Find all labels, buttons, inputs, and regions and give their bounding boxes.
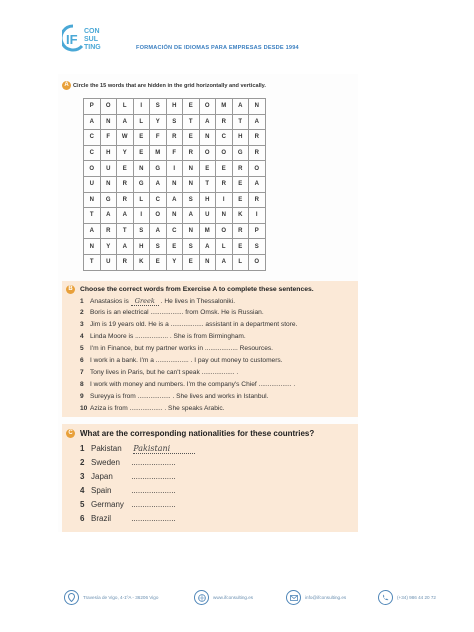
grid-cell[interactable]: E — [183, 130, 200, 146]
sentence-2 — [80, 309, 264, 316]
grid-cell[interactable]: O — [100, 99, 117, 115]
nationality-answer-field[interactable] — [133, 444, 195, 454]
footer — [64, 590, 464, 610]
sentence-7 — [80, 369, 238, 376]
grid-row — [84, 145, 266, 161]
grid-cell[interactable]: A — [166, 192, 183, 208]
grid-cell[interactable]: E — [199, 161, 216, 177]
grid-cell[interactable]: R — [249, 130, 266, 146]
grid-cell[interactable]: P — [84, 99, 101, 115]
sentence-text: I work in a bank. I'm a .................. . I pay out money to customers. — [90, 357, 283, 364]
grid-cell[interactable]: L — [216, 239, 233, 255]
grid-cell[interactable]: E — [216, 161, 233, 177]
address-text: Travesía de Vigo, 4-1ºA - 36206 Vigo — [83, 595, 159, 600]
grid-cell[interactable]: N — [133, 161, 150, 177]
grid-row — [84, 223, 266, 239]
grid-cell[interactable]: A — [84, 223, 101, 239]
grid-cell[interactable]: T — [232, 114, 249, 130]
grid-cell[interactable]: G — [150, 161, 167, 177]
grid-cell[interactable]: O — [249, 161, 266, 177]
grid-cell[interactable]: M — [199, 223, 216, 239]
grid-cell[interactable]: C — [84, 145, 101, 161]
exercise-b-badge: B — [66, 285, 75, 294]
grid-cell[interactable]: N — [216, 208, 233, 224]
nationality-item-2 — [80, 458, 176, 467]
grid-cell[interactable]: I — [249, 208, 266, 224]
grid-cell[interactable]: A — [249, 114, 266, 130]
grid-row — [84, 114, 266, 130]
grid-cell[interactable]: K — [232, 208, 249, 224]
sentence-3 — [80, 321, 297, 328]
grid-cell[interactable]: I — [133, 99, 150, 115]
grid-cell[interactable]: N — [249, 99, 266, 115]
grid-cell[interactable]: H — [199, 192, 216, 208]
grid-cell[interactable]: U — [100, 254, 117, 270]
grid-cell[interactable]: U — [100, 161, 117, 177]
nationality-answer-field[interactable]: .................... — [131, 486, 176, 495]
nationality-item-5 — [80, 500, 176, 509]
sentence-number: 3 — [80, 321, 84, 328]
sentence-number: 8 — [80, 381, 84, 388]
item-number: 6 — [80, 514, 85, 523]
exercise-c-title: What are the corresponding nationalities for these countries? — [80, 429, 315, 438]
grid-cell[interactable]: I — [216, 192, 233, 208]
item-number: 4 — [80, 486, 85, 495]
grid-cell[interactable]: O — [150, 208, 167, 224]
grid-cell[interactable]: T — [199, 176, 216, 192]
sentence-number: 4 — [80, 333, 84, 340]
sentence-8 — [80, 381, 295, 388]
country-label: Germany — [91, 500, 124, 509]
nationality-item-6 — [80, 514, 176, 523]
grid-cell[interactable]: F — [100, 130, 117, 146]
country-label: Brazil — [91, 514, 112, 523]
grid-cell[interactable]: M — [150, 145, 167, 161]
grid-cell[interactable]: A — [84, 114, 101, 130]
grid-cell[interactable]: R — [183, 145, 200, 161]
grid-cell[interactable]: Y — [166, 254, 183, 270]
grid-cell[interactable]: A — [232, 99, 249, 115]
grid-cell[interactable]: U — [84, 176, 101, 192]
sentence-number: 1 — [80, 298, 84, 305]
country-label: Sweden — [91, 458, 120, 467]
sentence-number: 10 — [80, 405, 88, 412]
grid-cell[interactable]: R — [117, 254, 134, 270]
nationality-answer-field[interactable]: .................... — [131, 458, 176, 467]
nationality-answer-field[interactable]: .................... — [131, 500, 176, 509]
item-number: 5 — [80, 500, 85, 509]
grid-cell[interactable]: N — [166, 176, 183, 192]
footer-phone — [378, 590, 436, 605]
grid-cell[interactable]: A — [249, 176, 266, 192]
grid-row — [84, 99, 266, 115]
logo-word-2: SUL — [84, 36, 98, 43]
grid-cell[interactable]: Y — [150, 114, 167, 130]
grid-cell[interactable]: P — [249, 223, 266, 239]
phone-number: (+34) 986 44 20 72 — [397, 595, 436, 600]
grid-cell[interactable]: G — [133, 176, 150, 192]
grid-cell[interactable]: L — [133, 192, 150, 208]
grid-cell[interactable]: H — [232, 130, 249, 146]
sentence-text: Boris is an electrical .................. from Omsk. He is Russian. — [90, 309, 264, 316]
grid-cell[interactable]: L — [232, 254, 249, 270]
grid-cell[interactable]: S — [133, 223, 150, 239]
sentence-text: Aziza is from .................. . She speaks Arabic. — [90, 405, 225, 412]
sentence-5 — [80, 345, 273, 352]
grid-cell[interactable]: R — [100, 223, 117, 239]
grid-cell[interactable]: O — [199, 99, 216, 115]
globe-icon — [194, 590, 209, 605]
item-number: 1 — [80, 444, 85, 453]
grid-cell[interactable]: N — [100, 176, 117, 192]
grid-cell[interactable]: H — [166, 99, 183, 115]
grid-cell[interactable]: I — [133, 208, 150, 224]
grid-cell[interactable]: N — [183, 176, 200, 192]
grid-cell[interactable]: H — [133, 239, 150, 255]
grid-cell[interactable]: C — [150, 192, 167, 208]
grid-cell[interactable]: A — [117, 114, 134, 130]
footer-address — [64, 590, 158, 605]
sentence-text: I work with money and numbers. I'm the company's Chief .................. . — [90, 381, 296, 388]
sentence-number: 2 — [80, 309, 84, 316]
grid-cell[interactable]: N — [100, 114, 117, 130]
grid-row — [84, 239, 266, 255]
handwritten-answer: Greek — [134, 297, 155, 305]
grid-cell[interactable]: A — [100, 208, 117, 224]
svg-text:IF: IF — [66, 32, 78, 47]
grid-cell[interactable]: N — [199, 254, 216, 270]
grid-cell[interactable]: E — [232, 192, 249, 208]
country-label: Spain — [91, 486, 112, 495]
grid-cell[interactable]: R — [117, 192, 134, 208]
grid-cell[interactable]: C — [216, 130, 233, 146]
grid-cell[interactable]: I — [166, 161, 183, 177]
word-search-grid — [83, 98, 266, 271]
grid-cell[interactable]: S — [150, 239, 167, 255]
email-link[interactable]: info@ifconsulting.es — [305, 595, 347, 600]
grid-cell[interactable]: A — [216, 254, 233, 270]
grid-cell[interactable]: S — [150, 99, 167, 115]
email-icon — [286, 590, 301, 605]
grid-cell[interactable]: E — [133, 130, 150, 146]
phone-icon — [378, 590, 393, 605]
grid-cell[interactable]: C — [84, 130, 101, 146]
exercise-c-badge: C — [66, 429, 75, 438]
grid-cell[interactable]: E — [183, 254, 200, 270]
footer-email — [286, 590, 346, 605]
grid-cell[interactable]: A — [183, 208, 200, 224]
if-logo-icon — [62, 24, 84, 52]
grid-row — [84, 130, 266, 146]
grid-cell[interactable]: G — [232, 145, 249, 161]
country-label: Japan — [91, 472, 113, 481]
grid-cell[interactable]: N — [183, 161, 200, 177]
grid-cell[interactable]: N — [166, 208, 183, 224]
grid-cell[interactable]: O — [216, 223, 233, 239]
handwritten-answer: Pakistani — [133, 444, 171, 453]
grid-row — [84, 176, 266, 192]
sentence-text: Sureyya is from .................. . She lives and works in Istanbul. — [90, 393, 269, 400]
sentence-6 — [80, 357, 283, 364]
grid-cell[interactable]: R — [249, 192, 266, 208]
grid-cell[interactable]: N — [84, 192, 101, 208]
grid-cell[interactable]: Y — [100, 239, 117, 255]
grid-cell[interactable]: F — [166, 145, 183, 161]
grid-cell[interactable]: A — [199, 114, 216, 130]
grid-cell[interactable]: C — [166, 223, 183, 239]
grid-cell[interactable]: N — [183, 223, 200, 239]
grid-cell[interactable]: S — [183, 192, 200, 208]
grid-cell[interactable]: R — [232, 161, 249, 177]
grid-cell[interactable]: U — [199, 208, 216, 224]
grid-cell[interactable]: A — [117, 208, 134, 224]
exercise-a-badge: A — [62, 81, 71, 90]
grid-cell[interactable]: R — [166, 130, 183, 146]
grid-cell[interactable]: R — [216, 176, 233, 192]
grid-cell[interactable]: L — [117, 99, 134, 115]
grid-cell[interactable]: A — [199, 239, 216, 255]
grid-cell[interactable]: T — [183, 114, 200, 130]
grid-cell[interactable]: M — [216, 99, 233, 115]
sentence-text: Tony lives in Paris, but he can't speak .................. . — [90, 369, 239, 376]
grid-cell[interactable]: E — [232, 239, 249, 255]
grid-cell[interactable]: R — [216, 114, 233, 130]
sentence-text: . He lives in Thessaloniki. — [158, 298, 236, 305]
grid-row — [84, 254, 266, 270]
grid-cell[interactable]: N — [84, 239, 101, 255]
item-number: 3 — [80, 472, 85, 481]
grid-cell[interactable]: T — [117, 223, 134, 239]
sentence-blank-filled[interactable] — [131, 298, 159, 306]
grid-cell[interactable]: R — [249, 145, 266, 161]
grid-cell[interactable]: G — [100, 192, 117, 208]
country-label: Pakistan — [91, 444, 122, 453]
sentence-4 — [80, 333, 246, 340]
grid-cell[interactable]: T — [84, 208, 101, 224]
website-link[interactable]: www.ifconsulting.es — [213, 595, 254, 600]
grid-cell[interactable]: S — [166, 114, 183, 130]
sentence-text: Jim is 19 years old. He is a .................. assistant in a department store. — [90, 321, 298, 328]
sentence-text: I'm in Finance, but my partner works in .................. Resources. — [90, 345, 274, 352]
grid-row — [84, 161, 266, 177]
item-number: 2 — [80, 458, 85, 467]
grid-cell[interactable]: S — [183, 239, 200, 255]
exercise-b-title: Choose the correct words from Exercise A to complete these sentences. — [80, 286, 314, 293]
grid-cell[interactable]: O — [216, 145, 233, 161]
nationality-item-1 — [80, 444, 195, 454]
nationality-answer-field[interactable]: .................... — [131, 472, 176, 481]
grid-cell[interactable]: W — [117, 130, 134, 146]
nationality-answer-field[interactable]: .................... — [131, 514, 176, 523]
grid-cell[interactable]: N — [199, 130, 216, 146]
grid-cell[interactable]: S — [249, 239, 266, 255]
grid-cell[interactable]: R — [232, 223, 249, 239]
grid-row — [84, 192, 266, 208]
nationality-item-4 — [80, 486, 176, 495]
sentence-text: Linda Moore is .................. . She is from Birmingham. — [90, 333, 246, 340]
grid-cell[interactable]: L — [133, 114, 150, 130]
grid-cell[interactable]: O — [84, 161, 101, 177]
grid-cell[interactable]: O — [199, 145, 216, 161]
sentence-text: Anastasios is — [90, 298, 131, 305]
nationality-item-3 — [80, 472, 176, 481]
grid-cell[interactable]: E — [166, 239, 183, 255]
grid-row — [84, 208, 266, 224]
sentence-number: 9 — [80, 393, 84, 400]
grid-cell[interactable]: E — [150, 254, 167, 270]
tagline: FORMACIÓN DE IDIOMAS PARA EMPRESAS DESDE 1994 — [136, 45, 299, 51]
location-icon — [64, 590, 79, 605]
sentence-number: 6 — [80, 357, 84, 364]
grid-cell[interactable]: O — [249, 254, 266, 270]
grid-cell[interactable]: F — [150, 130, 167, 146]
sentence-number: 7 — [80, 369, 84, 376]
grid-cell[interactable]: T — [84, 254, 101, 270]
grid-cell[interactable]: A — [150, 176, 167, 192]
exercise-a-title: Circle the 15 words that are hidden in the grid horizontally and vertically. — [73, 83, 266, 89]
grid-cell[interactable]: K — [133, 254, 150, 270]
grid-cell[interactable]: R — [117, 176, 134, 192]
footer-web — [194, 590, 253, 605]
logo-word-3: TING — [84, 44, 101, 51]
grid-cell[interactable]: E — [117, 161, 134, 177]
sentence-9 — [80, 393, 268, 400]
sentence-number: 5 — [80, 345, 84, 352]
grid-cell[interactable]: E — [232, 176, 249, 192]
sentence-1 — [80, 297, 235, 305]
logo-word-1: CON — [84, 28, 100, 35]
company-logo — [62, 22, 122, 62]
sentence-10 — [80, 405, 225, 412]
grid-cell[interactable]: E — [183, 99, 200, 115]
grid-cell[interactable]: A — [117, 239, 134, 255]
grid-cell[interactable]: H — [100, 145, 117, 161]
grid-cell[interactable]: Y — [117, 145, 134, 161]
grid-cell[interactable]: E — [133, 145, 150, 161]
grid-cell[interactable]: A — [150, 223, 167, 239]
